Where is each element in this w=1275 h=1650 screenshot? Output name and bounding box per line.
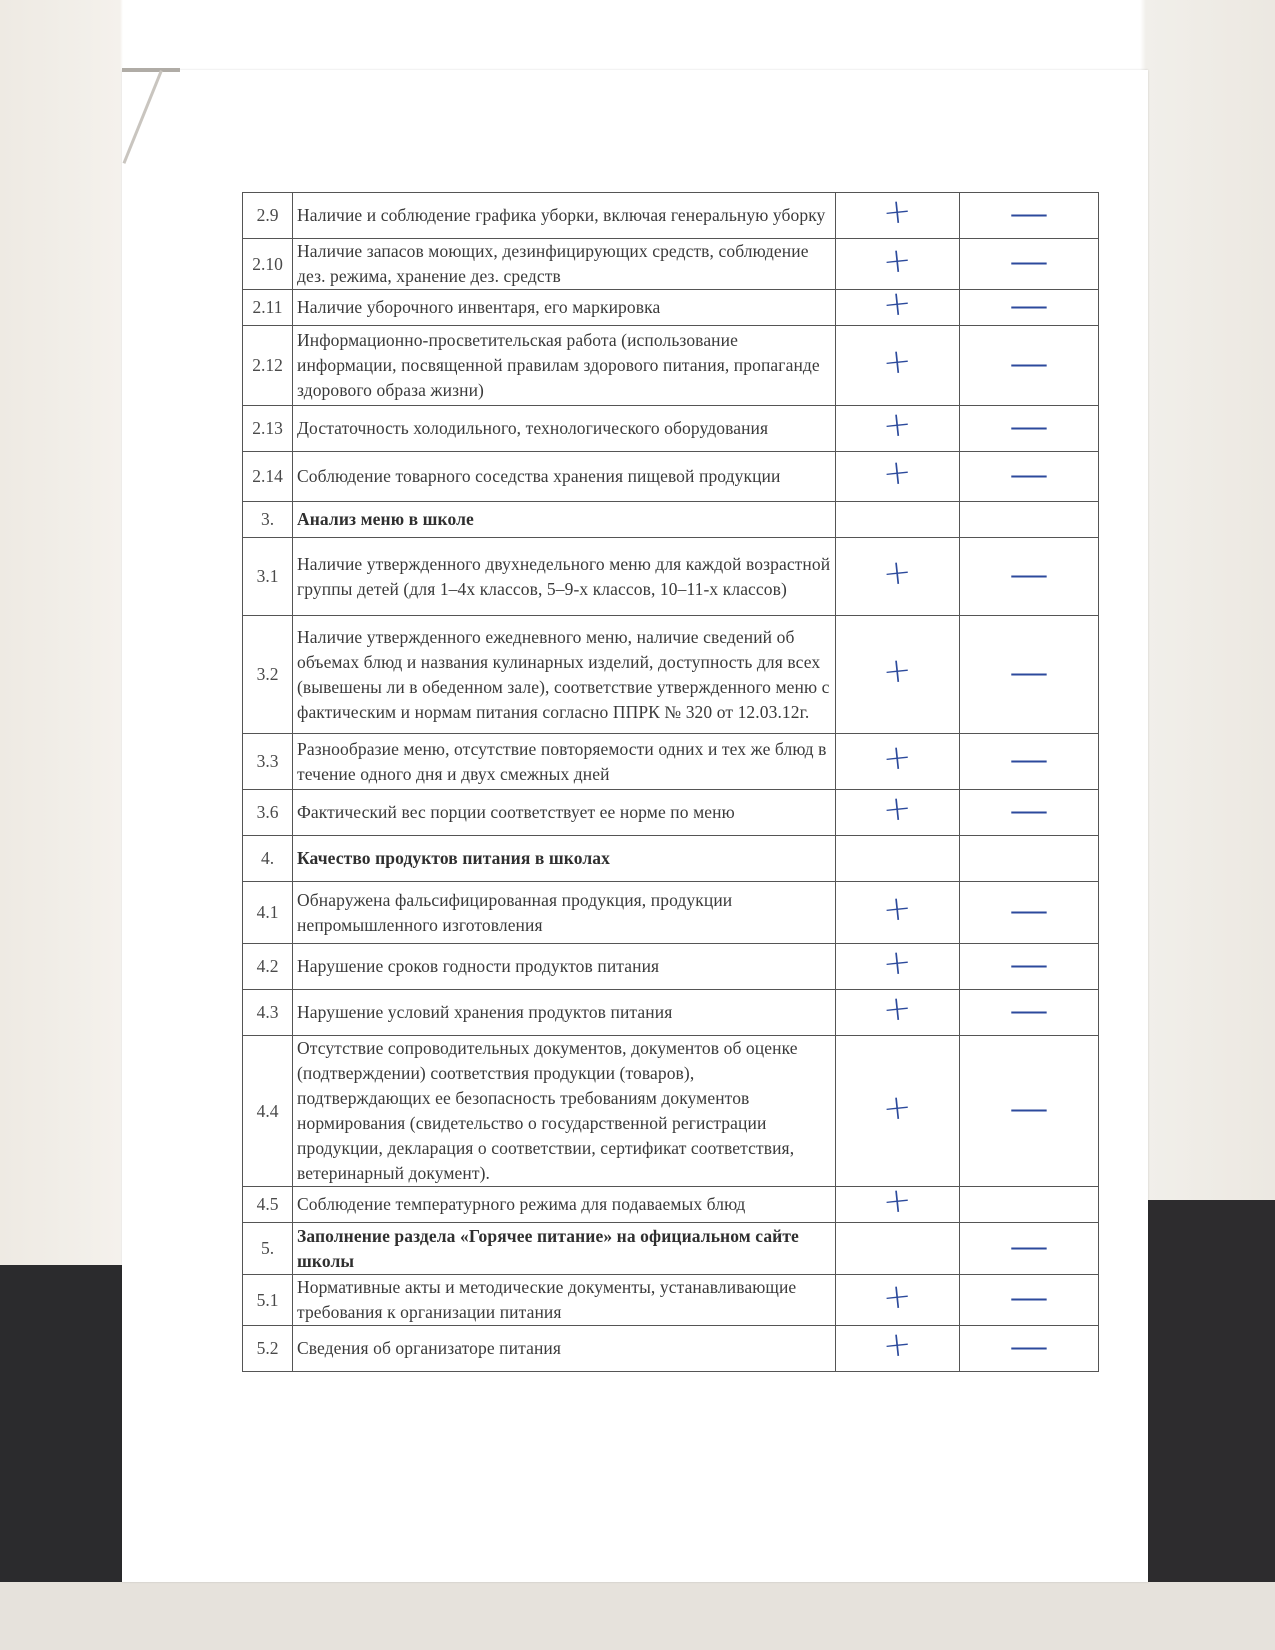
item-number: 5. xyxy=(243,1223,293,1275)
handwritten-dash-mark: — xyxy=(1009,457,1049,491)
item-number: 3.2 xyxy=(243,616,293,734)
item-description: Наличие уборочного инвентаря, его маркировка xyxy=(293,290,836,326)
handwritten-plus-mark: + xyxy=(881,340,914,384)
handwritten-dash-mark: — xyxy=(1009,793,1049,827)
no-cell xyxy=(960,1187,1099,1223)
sheet-corner-mark xyxy=(122,68,180,72)
item-description: Соблюдение температурного режима для подаваемых блюд xyxy=(293,1187,836,1223)
no-cell xyxy=(960,1223,1099,1275)
no-cell xyxy=(960,836,1099,882)
handwritten-plus-mark: + xyxy=(881,1275,914,1318)
table-row xyxy=(243,406,1099,452)
no-cell xyxy=(960,239,1099,290)
item-description: Сведения об организаторе питания xyxy=(293,1326,836,1372)
handwritten-dash-mark: — xyxy=(1009,947,1049,981)
item-number: 2.10 xyxy=(243,239,293,290)
handwritten-plus-mark: + xyxy=(881,282,914,326)
handwritten-dash-mark: — xyxy=(1009,1281,1049,1314)
item-description: Фактический вес порции соответствует ее норме по меню xyxy=(293,790,836,836)
no-cell xyxy=(960,734,1099,790)
item-description: Разнообразие меню, отсутствие повторяемости одних и тех же блюд в течение одного дня и двух смежных дней xyxy=(293,734,836,790)
table-row xyxy=(243,1036,1099,1187)
table-row xyxy=(243,193,1099,239)
no-cell xyxy=(960,290,1099,326)
item-description: Информационно-просветительская работа (использование информации, посвященной правилам здорового питания, пропаганде здорового образа жизни) xyxy=(293,326,836,406)
table-row xyxy=(243,882,1099,944)
handwritten-dash-mark: — xyxy=(1009,196,1049,230)
item-number: 2.9 xyxy=(243,193,293,239)
no-cell xyxy=(960,538,1099,616)
item-number: 4. xyxy=(243,836,293,882)
item-number: 4.2 xyxy=(243,944,293,990)
handwritten-dash-mark: — xyxy=(1009,557,1049,591)
no-cell xyxy=(960,944,1099,990)
table-row xyxy=(243,1326,1099,1372)
handwritten-dash-mark: — xyxy=(1009,893,1049,927)
section-title: Анализ меню в школе xyxy=(293,502,836,538)
yes-cell xyxy=(836,941,960,990)
table-row xyxy=(243,452,1099,502)
item-description: Наличие утвержденного ежедневного меню, наличие сведений об объемах блюд и названия кулинарных изделий, доступность для всех (вывешены ли в обеденном зале), соответствие утвержденного меню с фактическим и нормам питания согласно ППРК № 320 от 12.03.12г. xyxy=(293,616,836,734)
item-description: Нарушение сроков годности продуктов питания xyxy=(293,944,836,990)
section-title: Качество продуктов питания в школах xyxy=(293,836,836,882)
handwritten-dash-mark: — xyxy=(1009,655,1049,689)
handwritten-plus-mark: + xyxy=(881,551,914,595)
item-number: 2.14 xyxy=(243,452,293,502)
yes-cell xyxy=(836,282,960,326)
yes-cell xyxy=(836,403,960,452)
yes-cell xyxy=(836,452,960,502)
no-cell xyxy=(960,616,1099,734)
handwritten-plus-mark: + xyxy=(881,1179,914,1223)
handwritten-dash-mark: — xyxy=(1009,409,1049,443)
item-number: 3. xyxy=(243,502,293,538)
item-number: 3.3 xyxy=(243,734,293,790)
section-row xyxy=(243,1223,1099,1275)
yes-cell xyxy=(836,836,960,882)
handwritten-plus-mark: + xyxy=(881,239,914,282)
handwritten-plus-mark: + xyxy=(881,190,914,234)
yes-cell xyxy=(836,239,960,290)
yes-cell xyxy=(836,987,960,1036)
handwritten-plus-mark: + xyxy=(881,736,914,780)
item-description: Наличие и соблюдение графика уборки, включая генеральную уборку xyxy=(293,193,836,239)
yes-cell xyxy=(836,882,960,944)
table-row xyxy=(243,538,1099,616)
no-cell xyxy=(960,452,1099,502)
no-cell xyxy=(960,193,1099,239)
item-description: Отсутствие сопроводительных документов, документов об оценке (подтверждении) соответствия продукции (товаров), подтверждающих ее безопасность требованиям документов нормирования (свидетельство о государственной регистрации продукции, декларация о соответствии, сертификат соответствия, ветеринарный документ). xyxy=(293,1036,836,1187)
section-title: Заполнение раздела «Горячее питание» на официальном сайте школы xyxy=(293,1223,836,1275)
handwritten-plus-mark: + xyxy=(881,451,914,495)
item-number: 4.5 xyxy=(243,1187,293,1223)
item-description: Наличие запасов моющих, дезинфицирующих средств, соблюдение дез. режима, хранение дез. средств xyxy=(293,239,836,290)
item-description: Наличие утвержденного двухнедельного меню для каждой возрастной группы детей (для 1–4х классов, 5–9-х классов, 10–11-х классов) xyxy=(293,538,836,616)
table-row xyxy=(243,290,1099,326)
no-cell xyxy=(960,1036,1099,1187)
yes-cell xyxy=(836,1179,960,1223)
yes-cell xyxy=(836,787,960,836)
table-row xyxy=(243,734,1099,790)
handwritten-plus-mark: + xyxy=(881,887,914,931)
no-cell xyxy=(960,990,1099,1036)
table-row xyxy=(243,239,1099,290)
handwritten-plus-mark: + xyxy=(881,987,914,1031)
item-number: 5.1 xyxy=(243,1275,293,1326)
no-cell xyxy=(960,882,1099,944)
yes-cell xyxy=(836,502,960,538)
item-number: 2.11 xyxy=(243,290,293,326)
no-cell xyxy=(960,1326,1099,1372)
handwritten-dash-mark: — xyxy=(1009,1229,1049,1263)
item-description: Нарушение условий хранения продуктов питания xyxy=(293,990,836,1036)
no-cell xyxy=(960,502,1099,538)
table-row xyxy=(243,326,1099,406)
table-row xyxy=(243,1187,1099,1223)
yes-cell xyxy=(836,1223,960,1275)
section-row xyxy=(243,836,1099,882)
yes-cell xyxy=(836,326,960,406)
handwritten-dash-mark: — xyxy=(1009,346,1049,380)
section-row xyxy=(243,502,1099,538)
scan-bottom-band xyxy=(0,1582,1275,1650)
yes-cell xyxy=(836,734,960,790)
handwritten-dash-mark: — xyxy=(1009,288,1049,322)
handwritten-dash-mark: — xyxy=(1009,245,1049,278)
handwritten-dash-mark: — xyxy=(1009,1329,1049,1363)
handwritten-dash-mark: — xyxy=(1009,1092,1049,1125)
checklist-body xyxy=(243,190,1099,1372)
handwritten-plus-mark: + xyxy=(881,649,914,693)
item-description: Обнаружена фальсифицированная продукция, продукции непромышленного изготовления xyxy=(293,882,836,944)
item-number: 5.2 xyxy=(243,1326,293,1372)
item-number: 2.13 xyxy=(243,406,293,452)
handwritten-dash-mark: — xyxy=(1009,993,1049,1027)
item-number: 2.12 xyxy=(243,326,293,406)
yes-cell xyxy=(836,1323,960,1372)
table-row xyxy=(243,990,1099,1036)
no-cell xyxy=(960,406,1099,452)
yes-cell xyxy=(836,616,960,734)
handwritten-plus-mark: + xyxy=(881,1086,914,1129)
item-description: Достаточность холодильного, технологического оборудования xyxy=(293,406,836,452)
yes-cell xyxy=(836,1036,960,1187)
no-cell xyxy=(960,790,1099,836)
no-cell xyxy=(960,1275,1099,1326)
item-description: Соблюдение товарного соседства хранения пищевой продукции xyxy=(293,452,836,502)
table-row xyxy=(243,1275,1099,1326)
item-number: 4.1 xyxy=(243,882,293,944)
item-number: 4.3 xyxy=(243,990,293,1036)
table-row xyxy=(243,790,1099,836)
yes-cell xyxy=(836,1275,960,1326)
handwritten-plus-mark: + xyxy=(881,941,914,985)
handwritten-dash-mark: — xyxy=(1009,742,1049,776)
item-number: 3.6 xyxy=(243,790,293,836)
handwritten-plus-mark: + xyxy=(881,1323,914,1367)
table-row xyxy=(243,944,1099,990)
inspection-checklist-table xyxy=(242,192,1099,1372)
table-row xyxy=(243,616,1099,734)
handwritten-plus-mark: + xyxy=(881,787,914,831)
yes-cell xyxy=(836,190,960,239)
handwritten-plus-mark: + xyxy=(881,403,914,447)
no-cell xyxy=(960,326,1099,406)
item-number: 3.1 xyxy=(243,538,293,616)
item-description: Нормативные акты и методические документы, устанавливающие требования к организации питания xyxy=(293,1275,836,1326)
yes-cell xyxy=(836,538,960,616)
item-number: 4.4 xyxy=(243,1036,293,1187)
